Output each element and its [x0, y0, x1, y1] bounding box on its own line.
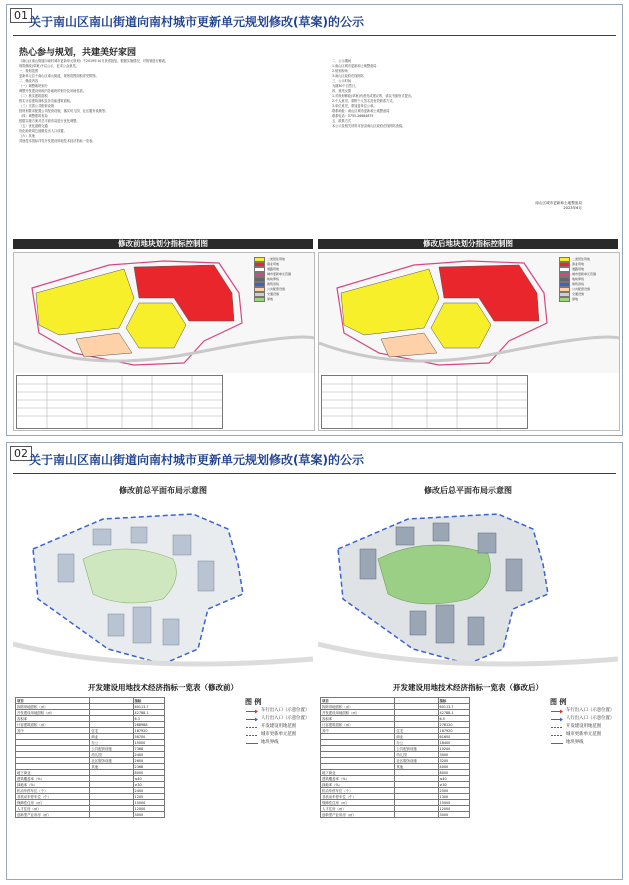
notice-panel-2: [6, 442, 623, 880]
map-before-table: [16, 375, 223, 429]
legend-label: 地块界线: [267, 277, 280, 282]
legend-symbol-icon: [245, 709, 259, 714]
plan-before: [13, 499, 313, 679]
table-cell: 2400: [133, 788, 164, 794]
legend-label: 地块界线: [572, 277, 585, 282]
table-cell: 278120: [438, 722, 469, 728]
slogan: 热心参与规划，共建美好家园: [19, 48, 137, 58]
notice-paragraph: 优化地块周边道路及出入口设置。: [19, 129, 67, 133]
table-cell: 办公: [395, 740, 438, 746]
legend-symbol-icon: [550, 717, 564, 722]
notice-paragraph: 其他技术指标详见开发建设用地技术经济指标一览表。: [19, 139, 96, 143]
table-cell: 商业: [90, 734, 133, 740]
table-cell: 人才住房（㎡）: [321, 806, 395, 812]
legend-label: 绿地: [267, 297, 274, 302]
table-cell: 18400: [438, 740, 469, 746]
table-cell: ≤40: [438, 776, 469, 782]
map-after-legend: [559, 257, 596, 302]
legend-swatch: [254, 297, 265, 302]
table-cell: 其中: [321, 728, 395, 734]
table-cell: 幼儿园: [90, 752, 133, 758]
table-cell: 6.3: [133, 716, 164, 722]
table-cell: 42788.1: [133, 710, 164, 716]
table-cell: 住宅: [395, 728, 438, 734]
legend-symbol-icon: [550, 741, 564, 746]
legend-label: 城市更新单元范围: [572, 272, 597, 277]
table-cell: 幼儿园: [395, 752, 438, 758]
table-row: [16, 812, 165, 818]
notice-paragraph: 2.规划现场: [332, 69, 348, 73]
notice-paragraph: 一、规划范围: [19, 69, 39, 73]
table-cell: 15000: [133, 800, 164, 806]
legend-label: 开发建设用地范围: [261, 724, 297, 729]
panel-number: 01: [10, 8, 32, 23]
legend-item: [550, 716, 614, 722]
table-cell: 办公: [90, 740, 133, 746]
table-cell: 创新型产业用房（㎡）: [16, 812, 90, 818]
table-cell: 2400: [133, 752, 164, 758]
legend-label: 公共配套设施: [267, 287, 286, 292]
table-cell: 2500: [438, 788, 469, 794]
table-cell: 项目: [16, 698, 90, 704]
table-cell: 其他: [90, 764, 133, 770]
legend-heading: 图 例: [550, 698, 567, 706]
legend-label: 车行出入口（示意位置）: [566, 708, 615, 713]
legend-label: 地块界线: [566, 740, 584, 745]
legend-item: [245, 740, 309, 746]
legend-symbol-icon: [245, 717, 259, 722]
signature-date: 2023年6月: [563, 206, 582, 210]
table-cell: 公共配套设施: [90, 746, 133, 752]
notice-paragraph: 三、公示时间: [332, 79, 352, 83]
legend-symbol-icon: [550, 725, 564, 730]
legend-item: [245, 732, 309, 738]
table-cell: ≤40: [133, 776, 164, 782]
map-before: [13, 252, 315, 431]
table-cell: 15000: [438, 800, 469, 806]
table-cell: 项目: [321, 698, 395, 704]
table-cell: 创新型产业用房（㎡）: [321, 812, 395, 818]
notice-paragraph: 五、联系方式: [332, 119, 352, 123]
table-cell: 绿地率（%）: [16, 782, 90, 788]
table-cell: 建筑覆盖率（%）: [16, 776, 90, 782]
notice-paragraph: （一）调整地块划分: [19, 84, 48, 88]
table-cell: 计容建筑面积（㎡）: [321, 722, 395, 728]
table-row: [321, 812, 470, 818]
legend-item: [254, 297, 291, 302]
legend-item: [550, 724, 614, 730]
table-cell: 公共配套设施: [395, 746, 438, 752]
legend-label: 车行出入口（示意位置）: [261, 708, 310, 713]
notice-paragraph: 核实计容建筑面积及各功能建筑面积。: [19, 99, 74, 103]
table-cell: 其他: [395, 764, 438, 770]
plan-after: [318, 499, 618, 679]
table-cell: 3000: [438, 752, 469, 758]
table-cell: [90, 812, 133, 818]
table-cell: 8000: [438, 770, 469, 776]
notice-paragraph: 本公示及相关材料可登录南山区政府在线网站查阅。: [332, 124, 406, 128]
table-before-title: 开发建设用地技术经济指标一览表（修改前）: [13, 683, 313, 693]
map-after: [318, 252, 620, 431]
legend-symbol-icon: [550, 709, 564, 714]
table-cell: 指标: [133, 698, 164, 704]
legend-item: [559, 297, 596, 302]
notice-paragraph: （五）优化道路交通: [19, 124, 48, 128]
plan-after-drawing: [318, 499, 618, 679]
notice-paragraph: 1.对规划修改(草案)有意见或建议的，请以书面形式提出。: [332, 94, 415, 98]
notice-paragraph: 根据实施方案对总平面布局进行优化调整。: [19, 119, 80, 123]
legend-label: 二类居住用地: [572, 257, 591, 262]
notice-body-left: [19, 59, 309, 219]
table-cell: 187920: [438, 728, 469, 734]
table-cell: 其中: [16, 728, 90, 734]
table-cell: 容积率: [16, 716, 90, 722]
table-after-title: 开发建设用地技术经济指标一览表（修改后）: [318, 683, 618, 693]
legend-label: 绿地: [572, 297, 579, 302]
table-cell: 建筑覆盖率（%）: [321, 776, 395, 782]
legend-label: 商业用地: [572, 262, 585, 267]
legend-swatch: [559, 297, 570, 302]
notice-paragraph: 2.个人意见，需附个人签名及有效联系方式。: [332, 99, 396, 103]
legend-label: 城市更新单元范围: [261, 732, 297, 737]
table-cell: 42788.1: [438, 710, 469, 716]
title-divider: [13, 473, 616, 474]
notice-paragraph: 3.单位意见，需加盖单位公章。: [332, 104, 377, 108]
table-cell: 拆除用地面积（㎡）: [321, 704, 395, 710]
notice-paragraph: 为期30个自然日。: [332, 84, 359, 88]
legend-item: [550, 732, 614, 738]
legend-label: 道路用地: [267, 267, 280, 272]
plan-after-title: 修改后总平面布局示意图: [424, 486, 512, 495]
legend-label: 城市更新单元范围: [267, 272, 292, 277]
table-cell: 计容建筑面积（㎡）: [16, 722, 90, 728]
legend-label: 地块界线: [261, 740, 279, 745]
table-cell: 非机动车停车位（个）: [16, 794, 90, 800]
table-cell: 4000: [438, 764, 469, 770]
legend-label: 交通设施: [267, 292, 280, 297]
table-cell: [395, 812, 438, 818]
notice-paragraph: 现将修改(草案)予以公示，征求公众意见。: [19, 64, 79, 68]
notice-paragraph: 更新单元位于南山区南山街道，规划范围面积详见附图。: [19, 74, 99, 78]
legend-symbol-icon: [245, 733, 259, 738]
legend-label: 道路用地: [572, 267, 585, 272]
legend-label: 二类居住用地: [267, 257, 286, 262]
legend-item: [550, 740, 614, 746]
table-cell: 3000: [438, 812, 469, 818]
notice-paragraph: （二）核实建筑面积: [19, 94, 48, 98]
table-cell: ≥30: [438, 782, 469, 788]
plan-before-drawing: [13, 499, 313, 679]
table-cell: 地下商业: [321, 770, 395, 776]
indicator-table-before: [15, 697, 165, 818]
legend-item: [245, 724, 309, 730]
table-cell: 61600: [438, 734, 469, 740]
legend-before: [245, 699, 309, 748]
table-cell: 开发建设用地面积（㎡）: [321, 710, 395, 716]
table-cell: 社区服务设施: [395, 758, 438, 764]
notice-paragraph: （六）其他: [19, 134, 35, 138]
plan-before-title: 修改前总平面布局示意图: [119, 486, 207, 495]
table-cell: 12000: [133, 806, 164, 812]
notice-paragraph: 联系地址：南山区城市更新和土地整备局: [332, 109, 390, 113]
notice-title: 关于南山区南山街道向南村城市更新单元规划修改(草案)的公示: [29, 453, 364, 467]
table-cell: 2600: [133, 758, 164, 764]
table-cell: 1300: [438, 794, 469, 800]
title-divider: [13, 35, 616, 36]
legend-label: 开发建设用地范围: [566, 724, 602, 729]
table-cell: 60113.7: [438, 704, 469, 710]
indicator-table-after: [320, 697, 470, 818]
table-cell: 指标: [438, 698, 469, 704]
table-cell: 15000: [133, 740, 164, 746]
map-before-title: 修改前地块划分指标控制图: [13, 239, 313, 249]
table-cell: 容积率: [321, 716, 395, 722]
notice-body-right: [332, 59, 617, 159]
table-cell: 268988: [133, 722, 164, 728]
table-cell: 187920: [133, 728, 164, 734]
notice-paragraph: 二、公示期间: [332, 59, 352, 63]
table-cell: 60113.7: [133, 704, 164, 710]
table-cell: 保障性住房（㎡）: [16, 800, 90, 806]
legend-label: 公共配套设施: [572, 287, 591, 292]
table-cell: 拆除用地面积（㎡）: [16, 704, 90, 710]
table-cell: 开发建设用地面积（㎡）: [16, 710, 90, 716]
legend-heading: 图 例: [245, 698, 262, 706]
legend-label: 商业用地: [267, 262, 280, 267]
legend-label: 人行出入口（示意位置）: [261, 716, 310, 721]
table-cell: 3000: [133, 812, 164, 818]
legend-item: [245, 708, 309, 714]
signature-block: [535, 201, 582, 211]
table-cell: 7368: [133, 746, 164, 752]
legend-item: [550, 708, 614, 714]
table-cell: 保障性住房（㎡）: [321, 800, 395, 806]
notice-paragraph: 《南山区南山街道向南村城市更新单元规划》于2019年10月获得批复。根据实施情况，对规划进行修改，: [19, 59, 169, 63]
table-cell: 6.5: [438, 716, 469, 722]
notice-paragraph: （三）完善公共配套设施: [19, 104, 55, 108]
notice-paragraph: 按规划要求配置公共配套设施，落实幼儿园、社区服务设施等。: [19, 109, 109, 113]
notice-paragraph: 联系电话：0755-26684875: [332, 114, 374, 118]
legend-item: [245, 716, 309, 722]
table-cell: 社区服务设施: [90, 758, 133, 764]
table-cell: 商业: [395, 734, 438, 740]
legend-label: 人行出入口（示意位置）: [566, 716, 615, 721]
notice-paragraph: 3.南山区政府在线网站: [332, 74, 364, 78]
table-cell: 58700: [133, 734, 164, 740]
table-cell: 10200: [438, 746, 469, 752]
notice-title: 关于南山区南山街道向南村城市更新单元规划修改(草案)的公示: [29, 15, 364, 29]
table-cell: 地下商业: [16, 770, 90, 776]
notice-paragraph: 二、修改内容: [19, 79, 39, 83]
table-cell: 绿地率（%）: [321, 782, 395, 788]
table-cell: 住宅: [90, 728, 133, 734]
legend-label: 交通设施: [572, 292, 585, 297]
legend-after: [550, 699, 614, 748]
map-after-title: 修改后地块划分指标控制图: [318, 239, 618, 249]
legend-label: 建筑退线: [267, 282, 280, 287]
notice-paragraph: （四）调整建筑布局: [19, 114, 48, 118]
notice-panel-1: [6, 4, 623, 436]
signature-org: 南山区城市更新和土地整备局: [535, 201, 582, 205]
table-cell: 人才住房（㎡）: [16, 806, 90, 812]
table-cell: 机动车停车位（个）: [16, 788, 90, 794]
table-cell: 2368: [133, 764, 164, 770]
table-cell: 非机动车停车位（个）: [321, 794, 395, 800]
table-cell: 3200: [438, 758, 469, 764]
map-after-table: [321, 375, 528, 429]
table-cell: 机动车停车位（个）: [321, 788, 395, 794]
legend-symbol-icon: [245, 725, 259, 730]
legend-symbol-icon: [550, 733, 564, 738]
map-before-legend: [254, 257, 291, 302]
table-cell: ≥30: [133, 782, 164, 788]
legend-label: 建筑退线: [572, 282, 585, 287]
table-cell: 8000: [133, 770, 164, 776]
table-cell: 12000: [438, 806, 469, 812]
notice-paragraph: 四、意见反馈: [332, 89, 352, 93]
notice-paragraph: 调整开发建设用地内各地块的划分及用地性质。: [19, 89, 86, 93]
legend-label: 城市更新单元范围: [566, 732, 602, 737]
notice-paragraph: 1.南山区城市更新和土地整备局: [332, 64, 377, 68]
table-cell: 1200: [133, 794, 164, 800]
panel-number: 02: [10, 446, 32, 461]
legend-symbol-icon: [245, 741, 259, 746]
